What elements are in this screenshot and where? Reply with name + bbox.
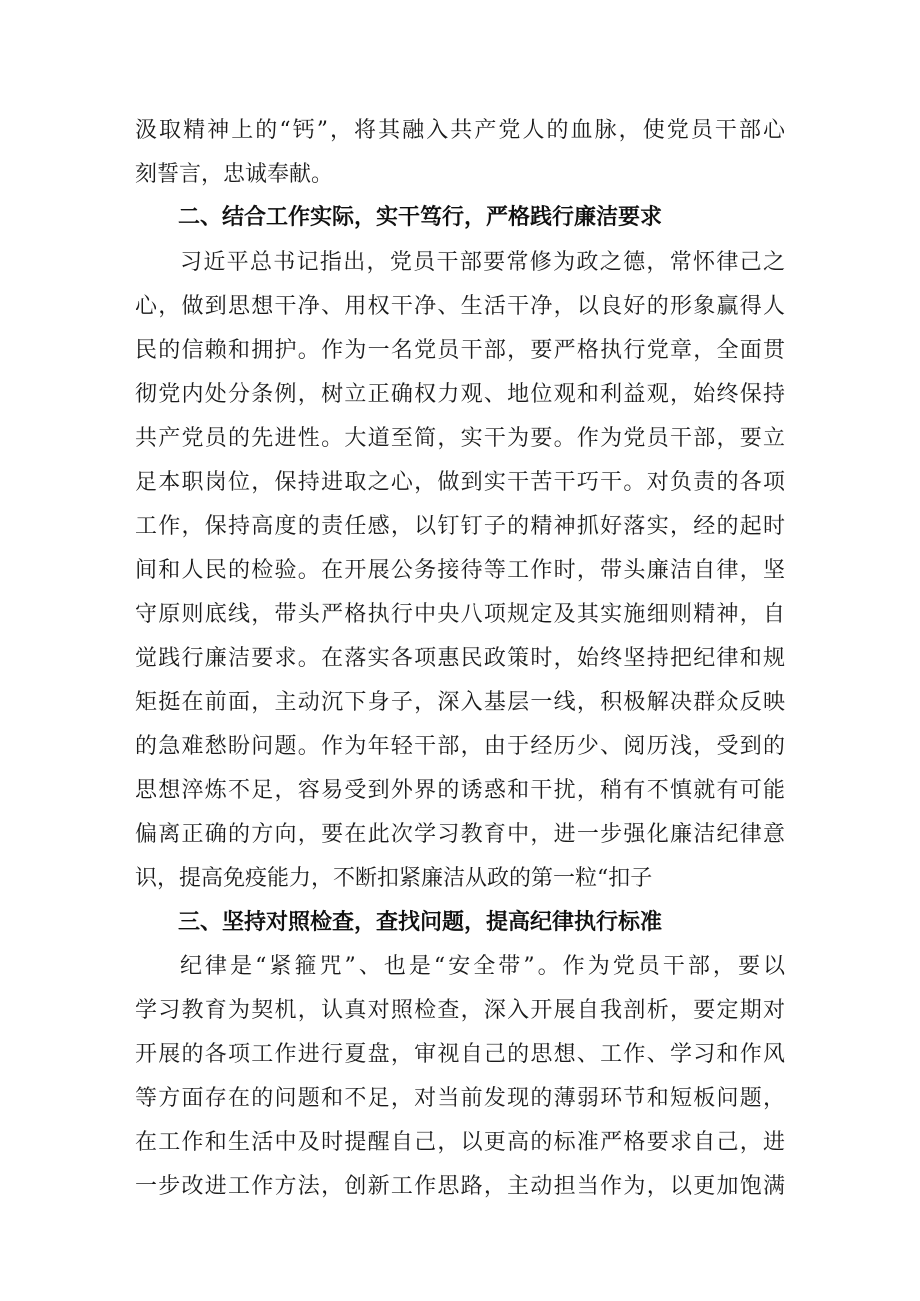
body-text-line: 纪律是“紧箍咒”、也是“安全带”。作为党员干部，要以 [180, 954, 785, 979]
body-text-line: 共产党员的先进性。大道至简，实干为要。作为党员干部，要立 [135, 426, 785, 451]
body-text-line: 在工作和生活中及时提醒自己，以更高的标准严格要求自己，进 [135, 1130, 785, 1155]
body-text-line: 偏离正确的方向，要在此次学习教育中，进一步强化廉洁纪律意 [135, 822, 785, 847]
body-text-line: 间和人民的检验。在开展公务接待等工作时，带头廉洁自律，坚 [135, 558, 785, 583]
body-text-line: 思想淬炼不足，容易受到外界的诱惑和干扰，稍有不慎就有可能 [135, 778, 785, 803]
body-text-line: 彻党内处分条例，树立正确权力观、地位观和利益观，始终保持 [135, 382, 785, 407]
body-text-line: 等方面存在的问题和不足，对当前发现的薄弱环节和短板问题， [135, 1086, 785, 1111]
body-text-line: 汲取精神上的“钙”，将其融入共产党人的血脉，使党员干部心 [135, 118, 785, 143]
body-text-line: 一步改进工作方法，创新工作思路，主动担当作为，以更加饱满 [135, 1174, 785, 1199]
body-text-line: 识，提高免疫能力，不断扣紧廉洁从政的第一粒“扣子 [135, 866, 653, 891]
section-heading-2: 二、结合工作实际，实干笃行，严格践行廉洁要求 [178, 205, 663, 230]
body-text-line: 觉践行廉洁要求。在落实各项惠民政策时，始终坚持把纪律和规 [135, 646, 785, 671]
body-text-line: 心，做到思想干净、用权干净、生活干净，以良好的形象赢得人 [135, 294, 785, 319]
body-text-line: 工作，保持高度的责任感，以钉钉子的精神抓好落实，经的起时 [135, 514, 785, 539]
body-text-line: 守原则底线，带头严格执行中央八项规定及其实施细则精神，自 [135, 602, 785, 627]
body-text-line: 的急难愁盼问题。作为年轻干部，由于经历少、阅历浅，受到的 [135, 734, 785, 759]
body-text-line: 民的信赖和拥护。作为一名党员干部，要严格执行党章，全面贯 [135, 338, 785, 363]
body-text-line: 习近平总书记指出，党员干部要常修为政之德，常怀律己之 [180, 250, 785, 275]
body-text-line: 刻誓言，忠诚奉献。 [135, 162, 334, 187]
body-text-line: 矩挺在前面，主动沉下身子，深入基层一线，积极解决群众反映 [135, 690, 785, 715]
section-heading-3: 三、坚持对照检查，查找问题，提高纪律执行标准 [178, 910, 663, 935]
body-text-line: 足本职岗位，保持进取之心，做到实干苦干巧干。对负责的各项 [135, 470, 785, 495]
body-text-line: 学习教育为契机，认真对照检查，深入开展自我剖析，要定期对 [135, 998, 785, 1023]
body-text-line: 开展的各项工作进行夏盘，审视自己的思想、工作、学习和作风 [135, 1042, 785, 1067]
